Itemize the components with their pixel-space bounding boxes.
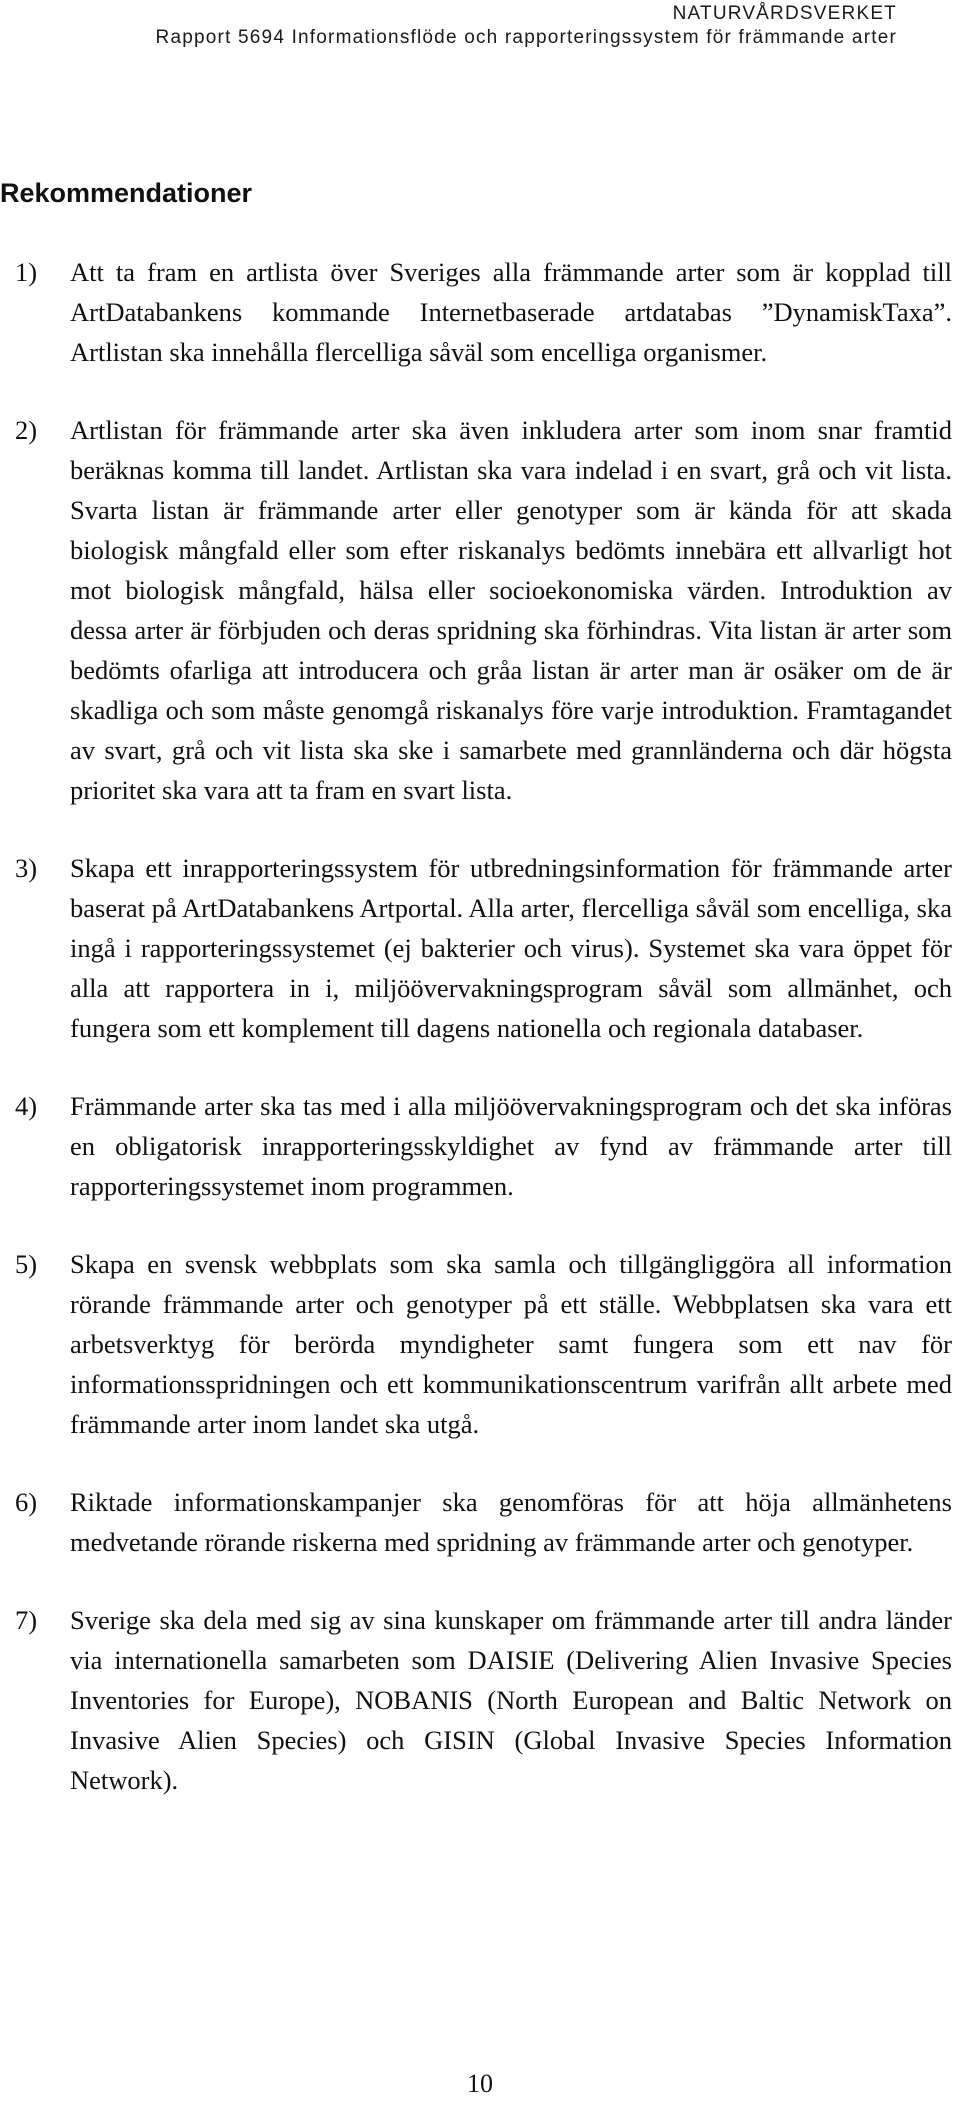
page-number: 10 — [467, 2069, 493, 2098]
recommendation-number: 7) — [15, 1605, 38, 1635]
recommendation-text: Sverige ska dela med sig av sina kunskaper om främmande arter till andra länder via internationella samarbeten som DAISIE (Delivering Alien Invasive Species Inventories for Europe), NOBANIS (North European and Baltic Network on Invasive Alien Species) och GISIN (Global Invasive Species Information Network). — [70, 1605, 952, 1795]
header-report-title: Rapport 5694 Informationsflöde och rapporteringssystem för främmande arter — [155, 27, 897, 48]
recommendation-number: 5) — [15, 1249, 38, 1279]
running-header — [156, 2, 897, 50]
recommendation-item — [15, 848, 952, 1048]
recommendation-number: 6) — [15, 1487, 38, 1517]
recommendations-list — [15, 252, 952, 1838]
recommendation-number: 2) — [15, 415, 38, 445]
recommendation-text: Skapa ett inrapporteringssystem för utbredningsinformation för främmande arter baserat på ArtDatabankens Artportal. Alla arter, flercelliga såväl som encelliga, ska ingå i rapporteringssystemet (ej bakterier och virus). Systemet ska vara öppet för alla att rapportera in i, miljöövervakningsprogram såväl som allmänhet, och fungera som ett komplement till dagens nationella och regionala databaser. — [70, 853, 952, 1043]
recommendation-item — [15, 1600, 952, 1800]
recommendation-text: Skapa en svensk webbplats som ska samla och tillgängliggöra all information rörande främmande arter och genotyper på ett ställe. Webbplatsen ska vara ett arbetsverktyg för berörda myndigheter samt fungera som ett nav för informationsspridningen och ett kommunikationscentrum varifrån allt arbete med främmande arter inom landet ska utgå. — [70, 1249, 952, 1439]
header-organization: NATURVÅRDSVERKET — [672, 3, 897, 24]
recommendation-number: 4) — [15, 1091, 38, 1121]
recommendation-item — [15, 1482, 952, 1562]
recommendation-number: 3) — [15, 853, 38, 883]
recommendation-text: Riktade informationskampanjer ska genomföras för att höja allmänhetens medvetande rörande riskerna med spridning av främmande arter och genotyper. — [70, 1487, 952, 1557]
recommendation-text: Att ta fram en artlista över Sveriges alla främmande arter som är kopplad till ArtDatabankens kommande Internetbaserade artdatabas ”DynamiskTaxa”. Artlistan ska innehålla flercelliga såväl som encelliga organismer. — [70, 257, 952, 367]
recommendation-item — [15, 252, 952, 372]
recommendation-number: 1) — [15, 257, 38, 287]
section-title: Rekommendationer — [0, 178, 253, 208]
recommendation-item — [15, 410, 952, 810]
recommendation-text: Främmande arter ska tas med i alla miljöövervakningsprogram och det ska införas en obligatorisk inrapporteringsskyldighet av fynd av främmande arter till rapporteringssystemet inom programmen. — [70, 1091, 952, 1201]
recommendation-item — [15, 1086, 952, 1206]
recommendation-item — [15, 1244, 952, 1444]
recommendation-text: Artlistan för främmande arter ska även inkludera arter som inom snar framtid beräknas komma till landet. Artlistan ska vara indelad i en svart, grå och vit lista. Svarta listan är främmande arter eller genotyper som är kända för att skada biologisk mångfald eller som efter riskanalys bedömts innebära ett allvarligt hot mot biologisk mångfald, hälsa eller socioekonomiska värden. Introduktion av dessa arter är förbjuden och deras spridning ska förhindras. Vita listan är arter som bedömts ofarliga att introducera och gråa listan är arter man är osäker om de är skadliga och som måste genomgå riskanalys före varje introduktion. Framtagandet av svart, grå och vit lista ska ske i samarbete med grannländerna och där högsta prioritet ska vara att ta fram en svart lista. — [70, 415, 952, 805]
